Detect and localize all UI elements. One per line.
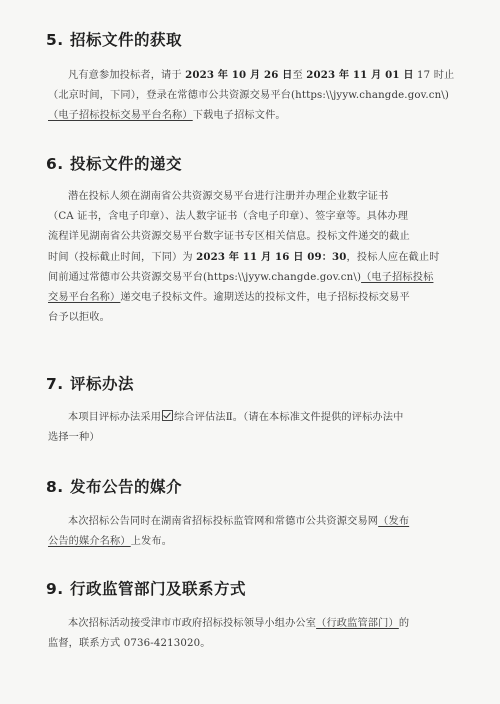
- text-run: 递交电子投标文件。逾期送达的投标文件，电子招标投标交易平: [120, 292, 410, 303]
- date-highlight: 2023 年 11 月 16 日 09：30: [196, 251, 347, 263]
- text-run: 本项目评标办法采用: [68, 412, 162, 423]
- paragraph-line: [48, 65, 468, 86]
- paragraph-line: [48, 428, 468, 448]
- section-title: 评标办法: [70, 375, 135, 393]
- section-title: 行政监管部门及联系方式: [70, 580, 247, 598]
- text-run: 本次招标公告同时在湖南省招标投标监管网和常德市公共资源交易网: [68, 516, 379, 527]
- underlined-placeholder: （电子招标投标交易平台名称）: [48, 110, 193, 121]
- section-number: 5.: [46, 31, 64, 49]
- paragraph-line: [48, 227, 468, 247]
- paragraph-line: [48, 634, 468, 654]
- text-run: 潜在投标人须在湖南省公共资源交易平台进行注册并办理企业数字证书: [68, 191, 389, 202]
- underlined-placeholder: （行政监管部门）: [316, 618, 399, 629]
- text-run: 台予以拒收。: [48, 312, 111, 323]
- text-run: 凡有意参加投标者，请于: [68, 70, 186, 81]
- paragraph-line: [48, 532, 468, 552]
- text-run: 下载电子招标文件。: [192, 110, 286, 121]
- underlined-placeholder: 交易平台名称）: [48, 292, 121, 303]
- section-heading: [46, 577, 246, 599]
- paragraph-line: [48, 512, 468, 532]
- text-run: 监督，联系方式 0736-4213020。: [48, 638, 211, 649]
- text-run: 17 时止: [413, 70, 455, 81]
- text-run: 的: [398, 618, 410, 629]
- text-run: 至: [292, 70, 307, 81]
- section-heading: [46, 475, 182, 497]
- text-run: 时间（投标截止时间，下同）为: [48, 252, 197, 263]
- checkbox-checked-icon: [162, 410, 173, 421]
- section-number: 8.: [46, 478, 64, 496]
- text-run: ，投标人应在截止时: [346, 252, 440, 263]
- paragraph-line: [48, 207, 468, 227]
- section-heading: [46, 152, 182, 174]
- section-number: 9.: [46, 580, 64, 598]
- paragraph-line: [48, 106, 468, 126]
- text-run: 流程详见湖南省公共资源交易平台数字证书专区相关信息。投标文件递交的截止: [48, 231, 410, 242]
- paragraph-line: [48, 268, 468, 288]
- section-heading: [46, 28, 182, 50]
- text-run: （CA 证书，含电子印章）、法人数字证书（含电子印章）、签字章等。具体办理: [48, 211, 409, 222]
- text-run: 上发布。: [130, 536, 173, 547]
- date-highlight: 2023 年 11 月 01 日: [306, 69, 414, 81]
- section-title: 发布公告的媒介: [70, 478, 183, 496]
- section-paragraph: [48, 187, 468, 328]
- section-number: 7.: [46, 375, 64, 393]
- underlined-placeholder: （电子招标投标: [361, 272, 434, 283]
- text-run: 综合评估法Ⅱ。（请在本标准文件提供的评标办法中: [174, 412, 404, 423]
- underlined-placeholder: （发布: [378, 516, 410, 527]
- paragraph-line: [48, 288, 468, 308]
- text-run: 间前通过常德市公共资源交易平台(https:\\jyyw.changde.gov.cn\): [48, 272, 362, 283]
- section-title: 投标文件的递交: [70, 155, 183, 173]
- section-title: 招标文件的获取: [70, 31, 183, 49]
- section-number: 6.: [46, 155, 64, 173]
- paragraph-line: [48, 247, 468, 268]
- section-paragraph: [48, 512, 468, 552]
- paragraph-line: [48, 408, 468, 428]
- underlined-placeholder: 公告的媒介名称）: [48, 536, 131, 547]
- section-paragraph: [48, 408, 468, 448]
- paragraph-line: [48, 308, 468, 328]
- date-highlight: 2023 年 10 月 26 日: [185, 69, 293, 81]
- section-paragraph: [48, 614, 468, 654]
- section-heading: [46, 372, 134, 394]
- paragraph-line: [48, 614, 468, 634]
- text-run: 本次招标活动接受津市市政府招标投标领导小组办公室: [68, 618, 317, 629]
- paragraph-line: [48, 187, 468, 207]
- text-run: 选择一种）: [48, 432, 100, 443]
- section-paragraph: [48, 65, 468, 126]
- text-run: （北京时间，下同），登录在常德市公共资源交易平台(https:\\jyyw.changde.gov.cn\): [48, 90, 450, 101]
- paragraph-line: [48, 86, 468, 106]
